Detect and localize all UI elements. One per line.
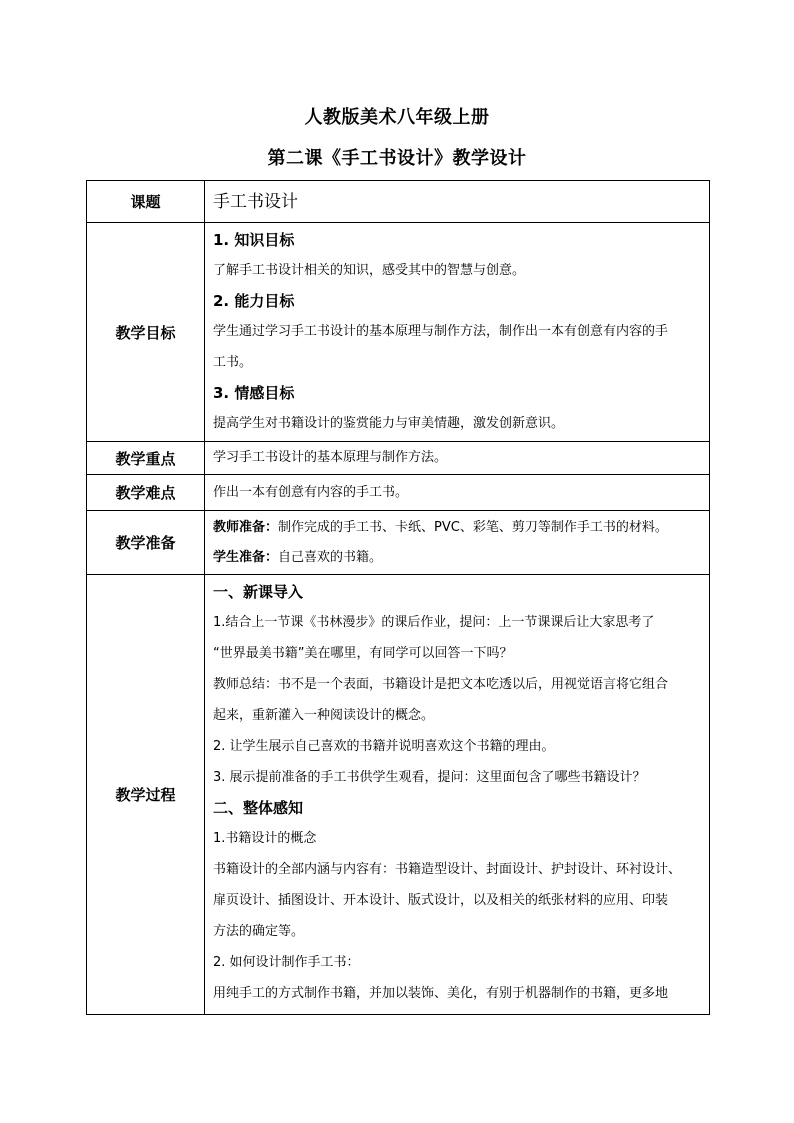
- student-preparation-label: 学生准备：: [213, 549, 279, 565]
- teacher-preparation-text: 制作完成的手工书、卡纸、PVC、彩笔、剪刀等制作手工书的材料。: [278, 519, 668, 535]
- topic-value-cell: [205, 181, 710, 223]
- difficulties-cell: [205, 475, 710, 511]
- document-title-line2: 第二课《手工书设计》教学设计: [267, 148, 527, 169]
- objectives-cell: [205, 223, 710, 442]
- emotion-heading: 3. 情感目标: [213, 384, 295, 402]
- process-p6-line3: 方法的确定等。: [213, 924, 305, 939]
- process-p2-line1: 教师总结：书不是一个表面，书籍设计是把文本吃透以后，用视觉语言将它组合: [213, 677, 669, 692]
- section2-heading: 二、整体感知: [213, 799, 304, 817]
- key-points-row: [87, 442, 710, 475]
- preparation-label: 教学准备: [87, 511, 205, 575]
- process-row: [87, 575, 710, 1015]
- difficulties-label: 教学难点: [87, 475, 205, 511]
- teacher-preparation-label: 教师准备：: [213, 519, 279, 535]
- objectives-row: [87, 223, 710, 442]
- student-preparation: [213, 543, 703, 573]
- topic-value: 手工书设计: [213, 191, 298, 212]
- section1-heading: 一、新课导入: [213, 583, 304, 601]
- key-points-text: 学习手工书设计的基本原理与制作方法。: [213, 450, 448, 465]
- process-p3: 2. 让学生展示自己喜欢的书籍并说明喜欢这个书籍的理由。: [213, 739, 555, 754]
- process-label: 教学过程: [87, 575, 205, 1015]
- document-title-line1: 人教版美术八年级上册: [304, 107, 490, 128]
- topic-label: 课题: [87, 181, 205, 223]
- topic-row: [87, 181, 710, 223]
- ability-text-line1: 学生通过学习手工书设计的基本原理与制作方法，制作出一本有创意有内容的手: [213, 324, 669, 339]
- emotion-text: 提高学生对书籍设计的鉴赏能力与审美情趣，激发创新意识。: [213, 416, 565, 431]
- difficulties-row: [87, 475, 710, 511]
- preparation-row: [87, 511, 710, 575]
- process-p6-line1: 书籍设计的全部内涵与内容有：书籍造型设计、封面设计、护封设计、环衬设计、: [213, 862, 682, 877]
- objectives-label: 教学目标: [87, 223, 205, 442]
- knowledge-heading: 1. 知识目标: [213, 231, 295, 249]
- preparation-cell: [205, 511, 710, 575]
- teacher-preparation: [213, 513, 703, 543]
- process-p2-line2: 起来，重新灌入一种阅读设计的概念。: [213, 708, 435, 723]
- process-p5: 1.书籍设计的概念: [213, 831, 317, 846]
- ability-heading: 2. 能力目标: [213, 292, 295, 310]
- process-p8-line1: 用纯手工的方式制作书籍，并加以装饰、美化，有别于机器制作的书籍，更多地: [213, 986, 669, 1001]
- ability-text-line2: 工书。: [213, 355, 253, 370]
- process-cell: [205, 575, 710, 1015]
- process-p6-line2: 扉页设计、插图设计、开本设计、版式设计，以及相关的纸张材料的应用、印装: [213, 893, 669, 908]
- process-p7: 2. 如何设计制作手工书：: [213, 955, 360, 970]
- process-p1-line1: 1.结合上一节课《书林漫步》的课后作业，提问：上一节课课后让大家思考了: [213, 615, 655, 630]
- lesson-plan-table: [86, 180, 710, 1015]
- key-points-cell: [205, 442, 710, 475]
- key-points-label: 教学重点: [87, 442, 205, 475]
- difficulties-text: 作出一本有创意有内容的手工书。: [213, 484, 409, 500]
- process-p4: 3. 展示提前准备的手工书供学生观看，提问：这里面包含了哪些书籍设计？: [213, 770, 646, 785]
- knowledge-text: 了解手工书设计相关的知识，感受其中的智慧与创意。: [213, 263, 526, 278]
- student-preparation-text: 自己喜欢的书籍。: [278, 549, 383, 565]
- process-p1-line2: “世界最美书籍”美在哪里，有同学可以回答一下吗？: [213, 646, 513, 661]
